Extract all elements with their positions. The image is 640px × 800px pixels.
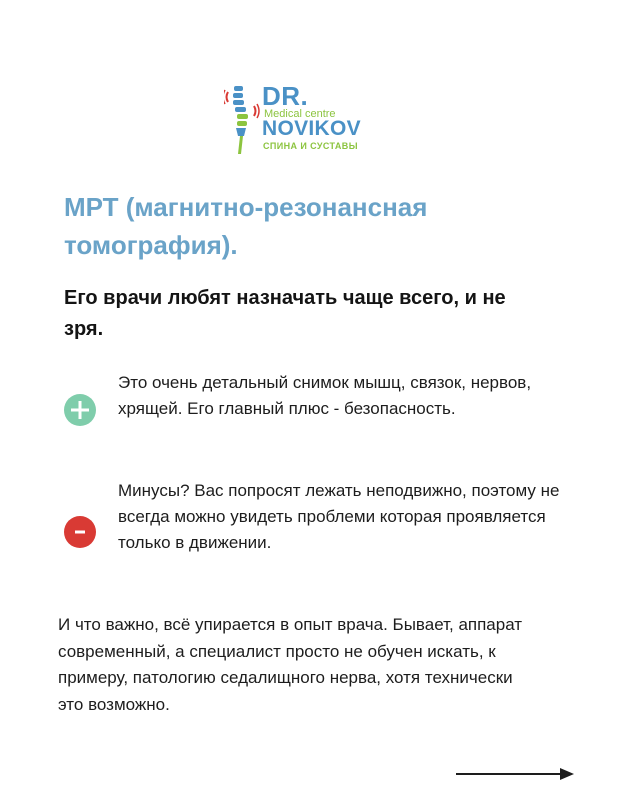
minus-icon	[64, 516, 96, 548]
clinic-logo	[224, 82, 374, 154]
logo-medical-centre: Medical centre	[264, 108, 336, 120]
logo-tagline: СПИНА И СУСТАВЫ	[263, 141, 358, 151]
pros-item	[64, 370, 584, 450]
arrow-right-icon[interactable]	[456, 766, 576, 782]
logo-novikov: NOVIKOV	[262, 117, 361, 140]
page-title: МРТ (магнитно-резонансная томография).	[64, 192, 428, 260]
cons-item	[64, 478, 584, 588]
spine-icon	[224, 82, 260, 154]
pros-text: Это очень детальный снимок мышц, связок, нервов, хрящей. Его главный плюс - безопасность.	[118, 373, 532, 418]
page-subtitle: Его врачи любят назначать чаще всего, и не зря.	[64, 287, 506, 340]
cons-text: Минусы? Вас попросят лежать неподвижно, поэтому не всегда можно увидеть проблеми которая проявляется только в движении.	[118, 481, 560, 552]
body-paragraph: И что важно, всё упирается в опыт врача. Бывает, аппарат современный, а специалист просто не обучен искать, к примеру, патологию седалищного нерва, хотя технически это возможно.	[58, 615, 523, 714]
plus-icon	[64, 394, 96, 426]
logo-dr: DR.	[262, 81, 309, 111]
